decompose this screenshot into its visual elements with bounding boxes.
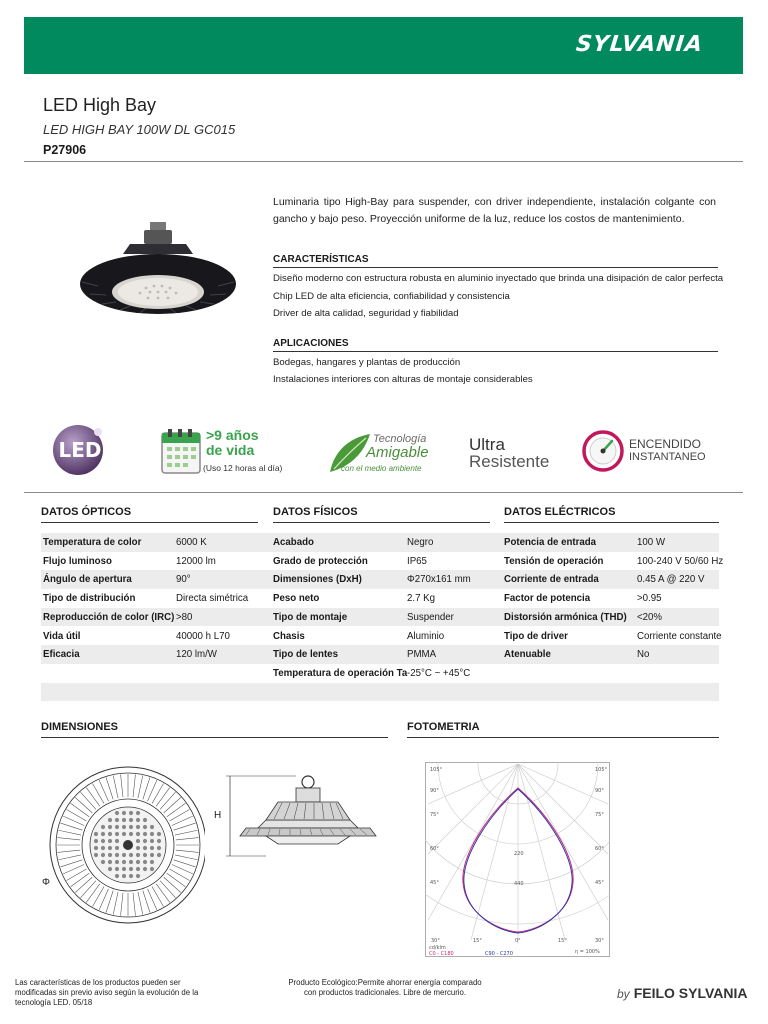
legend-c90: C90 - C270 (485, 951, 513, 957)
photometry-polar-chart (425, 762, 610, 957)
spec-label: Eficacia (43, 649, 80, 661)
spec-label: Tipo de montaje (273, 611, 348, 623)
led-logo-icon (50, 420, 112, 478)
spec-label: Atenuable (504, 649, 551, 661)
spec-value: >80 (176, 611, 193, 623)
characteristics-heading: CARACTERÍSTICAS (273, 254, 718, 268)
product-title: LED High Bay (43, 95, 157, 115)
diameter-label: Φ (42, 877, 50, 888)
spec-label: Corriente de entrada (504, 574, 599, 586)
spec-value: Negro (407, 537, 434, 548)
electrical-data-heading: DATOS ELÉCTRICOS (504, 506, 719, 523)
spec-row (41, 533, 719, 552)
spec-row (41, 627, 722, 646)
spec-label: Factor de potencia (504, 593, 591, 605)
angle-label: 15° (558, 938, 567, 944)
svg-text:LED: LED (58, 438, 102, 462)
eco-label-top: Tecnología (373, 433, 427, 445)
units-label: cd/klm (429, 945, 446, 951)
height-label: H (214, 810, 222, 821)
angle-label: 90° (430, 788, 439, 794)
angle-label: 105° (595, 767, 608, 773)
angle-label: 15° (473, 938, 482, 944)
calendar-icon (160, 427, 202, 475)
spec-value: 120 lm/W (176, 649, 217, 661)
dimension-top-view (40, 765, 205, 930)
angle-label: 75° (430, 812, 439, 818)
footer-by: by (617, 987, 630, 1001)
spec-value: Corriente constante (637, 630, 722, 642)
brand-logo: SYLVANIA (574, 32, 705, 57)
lifetime-label: de vida (206, 442, 255, 458)
spec-row (41, 664, 719, 683)
angle-label: 30° (595, 938, 604, 944)
divider (24, 161, 743, 162)
optical-data-heading: DATOS ÓPTICOS (41, 506, 258, 523)
ring-label: 220 (514, 851, 524, 857)
spec-label: Potencia de entrada (504, 537, 597, 548)
spec-label: Grado de protección (273, 555, 368, 567)
spec-value: 100 W (637, 537, 665, 548)
dimension-side-view (226, 772, 386, 862)
product-photo (78, 222, 238, 327)
angle-label: 45° (430, 880, 439, 886)
footer-brand-name: FEILO SYLVANIA (633, 985, 748, 1001)
spec-label: Acabado (273, 537, 314, 548)
spec-value: -25°C ~ +45°C (407, 667, 471, 679)
spec-label: Tipo de driver (504, 630, 568, 642)
product-description: Luminaria tipo High-Bay para suspender, con driver independiente, instalación colgante con gancho y bajo peso. Proyección uniforme de la luz, reduce los costos de mantenimiento. (273, 196, 716, 225)
spec-value: 0.45 A @ 220 V (637, 574, 705, 586)
characteristic-item: Diseño moderno con estructura robusta en aluminio inyectado que brinda una disipación de calor perfecta (273, 273, 724, 284)
instant-on-sublabel: INSTANTANEO (629, 451, 706, 463)
spec-label: Ángulo de apertura (43, 574, 132, 586)
angle-label: 30° (431, 938, 440, 944)
legend-c0: C0 - C180 (429, 951, 454, 957)
footer-eco-note: Producto Ecológico:Permite ahorrar energía comparado con productos tradicionales. Libre de mercurio. (288, 978, 482, 997)
scale-label: η = 100% (575, 949, 600, 955)
spec-label: Chasis (273, 630, 305, 642)
spec-label: Distorsión armónica (THD) (504, 611, 627, 623)
lifetime-note: (Uso 12 horas al día) (203, 463, 283, 473)
ultra-label: Ultra (469, 435, 505, 454)
dimensions-heading: DIMENSIONES (41, 721, 388, 738)
angle-label: 105° (430, 767, 443, 773)
angle-label: 75° (595, 812, 604, 818)
spec-value: >0.95 (637, 593, 662, 605)
footer-disclaimer: Las características de los productos pueden ser modificadas sin previo aviso según la evolución de la tecnología LED. 05/18 (15, 978, 199, 1007)
spec-label: Vida útil (43, 630, 81, 642)
instant-on-label: ENCENDIDO (629, 437, 702, 451)
spec-value: 40000 h L70 (176, 630, 230, 642)
physical-data-heading: DATOS FÍSICOS (273, 506, 490, 523)
spec-label: Peso neto (273, 593, 320, 605)
spec-label: Tipo de lentes (273, 649, 338, 661)
resistant-label: Resistente (469, 452, 550, 471)
photometry-heading: FOTOMETRIA (407, 721, 719, 738)
spec-label: Flujo luminoso (43, 555, 112, 567)
spec-label: Temperatura de color (43, 537, 142, 548)
spec-label: Tipo de distribución (43, 593, 136, 605)
spec-value: 12000 lm (176, 555, 216, 567)
spec-row (41, 645, 719, 664)
spec-label: Tensión de operación (504, 555, 604, 567)
spec-label: Temperatura de operación Ta (273, 667, 408, 679)
angle-label: 45° (595, 880, 604, 886)
characteristic-item: Chip LED de alta eficiencia, confiabilidad y consistencia (273, 291, 510, 302)
spec-label: Reproducción de color (IRC) (43, 611, 175, 623)
angle-label: 60° (430, 846, 439, 852)
spec-value: 90° (176, 574, 191, 586)
angle-label: 0° (515, 938, 521, 944)
ring-label: 440 (514, 881, 524, 887)
product-code: P27906 (43, 143, 87, 157)
footer-brand (617, 985, 748, 1001)
spec-value: 2.7 Kg (407, 593, 436, 605)
spec-row (41, 608, 719, 627)
spec-value: <20% (637, 611, 663, 623)
spec-value: 6000 K (176, 537, 207, 548)
spec-value: 100-240 V 50/60 Hz (637, 555, 724, 567)
spec-value: Directa simétrica (176, 593, 249, 605)
gauge-icon (581, 429, 625, 473)
spec-value: PMMA (407, 649, 437, 661)
spec-row (41, 589, 719, 608)
lifetime-badge (206, 428, 259, 458)
application-item: Bodegas, hangares y plantas de producción (273, 357, 461, 368)
spec-row (41, 683, 719, 702)
spec-row (41, 570, 719, 589)
applications-heading: APLICACIONES (273, 338, 718, 352)
spec-label: Dimensiones (DxH) (273, 574, 362, 586)
characteristic-item: Driver de alta calidad, seguridad y fiabilidad (273, 308, 459, 319)
spec-value: Φ270x161 mm (407, 574, 471, 586)
lifetime-years: >9 años (206, 427, 259, 443)
eco-label-bottom: con el medio ambiente (341, 464, 422, 473)
spec-value: IP65 (407, 555, 427, 567)
divider (24, 492, 743, 493)
product-subtitle: LED HIGH BAY 100W DL GC015 (43, 122, 236, 137)
header-bar (24, 17, 743, 74)
spec-value: No (637, 649, 650, 661)
spec-value: Suspender (407, 611, 454, 623)
eco-label-main: Amigable (366, 444, 429, 461)
spec-row (41, 552, 724, 571)
angle-label: 60° (595, 846, 604, 852)
application-item: Instalaciones interiores con alturas de montaje considerables (273, 374, 533, 385)
angle-label: 90° (595, 788, 604, 794)
spec-value: Aluminio (407, 630, 445, 642)
